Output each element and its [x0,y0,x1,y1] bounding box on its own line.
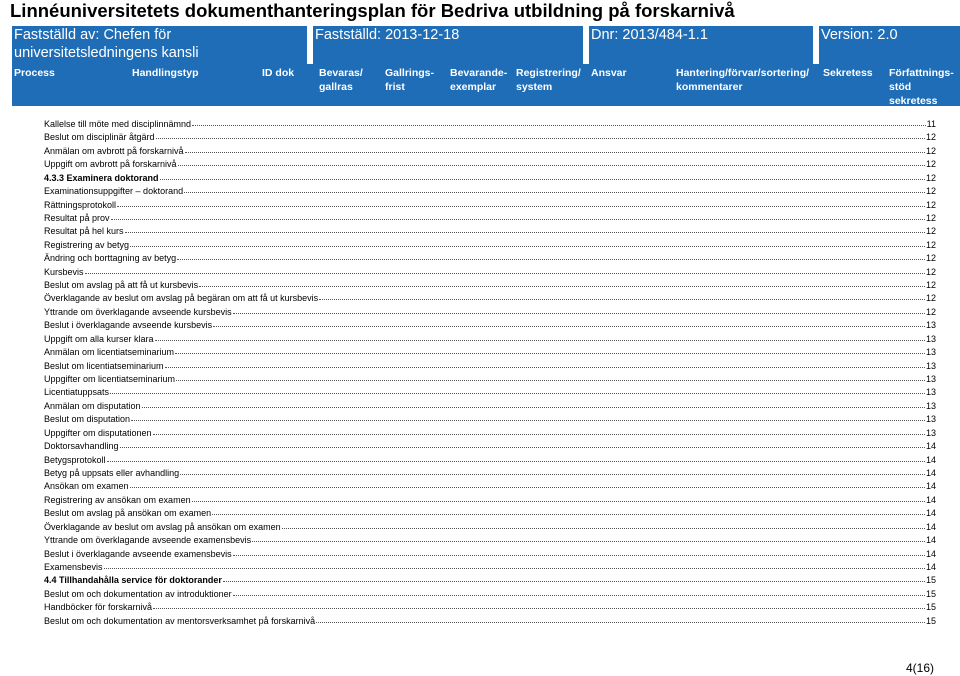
toc-entry[interactable] [44,130,936,143]
toc-dot-leader [120,438,925,448]
toc-dot-leader [233,586,925,596]
column-header-keep: Bevaras/ gallras [319,67,363,93]
toc-entry-page: 12 [925,199,936,210]
column-header-registration: Registrering/ system [516,67,581,93]
toc-dot-leader [153,599,925,609]
toc-entry-title: Rättningsprotokoll [44,199,117,210]
toc-entry[interactable] [44,211,936,224]
toc-entry-page: 12 [925,253,936,264]
toc-dot-leader [156,129,925,139]
toc-entry[interactable] [44,573,936,586]
toc-entry[interactable] [44,587,936,600]
toc-entry[interactable] [44,466,936,479]
toc-entry-page: 15 [925,588,936,599]
toc-entry[interactable] [44,547,936,560]
toc-entry-title: Beslut om och dokumentation av mentorsverksamhet på forskarnivå [44,615,316,626]
toc-entry[interactable] [44,493,936,506]
toc-entry-page: 12 [925,172,936,183]
toc-dot-leader [282,519,925,529]
toc-entry[interactable] [44,385,936,398]
toc-dot-leader [104,559,925,569]
toc-entry[interactable] [44,305,936,318]
approved-date-text: Fastställd: 2013-12-18 [315,27,460,43]
toc-entry-page: 12 [925,280,936,291]
toc-dot-leader [199,277,925,287]
toc-entry[interactable] [44,479,936,492]
toc-entry[interactable] [44,238,936,251]
toc-dot-leader [165,358,925,368]
toc-entry[interactable] [44,520,936,533]
toc-entry[interactable] [44,144,936,157]
toc-dot-leader [110,384,925,394]
toc-dot-leader [155,331,925,341]
toc-dot-leader [192,116,926,126]
toc-entry-page: 12 [925,145,936,156]
toc-entry-title: Uppgifter om licentiatseminarium [44,374,176,385]
column-header-weeding: Gallrings- frist [385,67,435,93]
toc-entry-title: Betygsprotokoll [44,454,106,465]
toc-entry-title: Anmälan om disputation [44,400,141,411]
toc-entry-page: 14 [925,508,936,519]
toc-dot-leader [178,156,925,166]
toc-entry-page: 12 [925,159,936,170]
toc-entry-title: Uppgift om alla kurser klara [44,333,154,344]
toc-entry-title: Kursbevis [44,266,84,277]
toc-entry-title: Registrering av betyg [44,239,130,250]
toc-dot-leader [130,237,925,247]
toc-entry-title: Examensbevis [44,561,103,572]
toc-entry[interactable] [44,332,936,345]
toc-entry[interactable] [44,412,936,425]
toc-entry-page: 13 [925,427,936,438]
toc-entry-title: Registrering av ansökan om examen [44,494,191,505]
toc-dot-leader [125,223,925,233]
toc-entry[interactable] [44,533,936,546]
toc-dot-leader [180,465,925,475]
toc-entry[interactable] [44,265,936,278]
version-text: Version: 2.0 [821,27,898,43]
toc-dot-leader [212,505,925,515]
approved-date-cell [313,26,583,64]
toc-entry-title: Överklagande av beslut om avslag på ansökan om examen [44,521,281,532]
toc-entry-title: Beslut om disciplinär åtgärd [44,132,155,143]
toc-entry-title: Examinationsuppgifter – doktorand [44,186,184,197]
toc-dot-leader [233,546,925,556]
toc-entry-title: Anmälan om avbrott på forskarnivå [44,145,184,156]
toc-entry-page: 13 [925,400,936,411]
column-header-secrecy: Sekretess [823,67,873,79]
column-header-doc-id: ID dok [262,67,295,79]
toc-dot-leader [107,452,925,462]
toc-entry[interactable] [44,224,936,237]
toc-entry-page: 15 [925,602,936,613]
toc-entry-title: Uppgifter om disputationen [44,427,152,438]
column-header-statute: Författnings- stöd sekretess [889,67,954,107]
toc-entry-title: Betyg på uppsats eller avhandling [44,467,180,478]
toc-dot-leader [130,478,925,488]
toc-entry-page: 13 [925,360,936,371]
toc-entry-page: 14 [925,454,936,465]
toc-entry[interactable] [44,426,936,439]
toc-entry-page: 12 [925,266,936,277]
toc-entry[interactable] [44,198,936,211]
column-header-copy: Bevarande- exemplar [450,67,508,93]
toc-entry-title: Beslut om avslag på ansökan om examen [44,508,212,519]
toc-entry-page: 12 [925,239,936,250]
toc-entry-title: Yttrande om överklagande avseende examensbevis [44,535,252,546]
toc-entry-page: 14 [925,521,936,532]
toc-entry-page: 12 [925,132,936,143]
toc-entry-page: 13 [925,414,936,425]
toc-dot-leader [223,572,925,582]
toc-dot-leader [213,317,925,327]
toc-entry-page: 12 [925,306,936,317]
toc-entry-title: Beslut om och dokumentation av introduktioner [44,588,232,599]
toc-entry[interactable] [44,614,936,627]
toc-entry-title: Ansökan om examen [44,481,129,492]
toc-entry[interactable] [44,345,936,358]
toc-entry[interactable] [44,600,936,613]
toc-entry-page: 14 [925,481,936,492]
toc-entry-page: 15 [925,575,936,586]
registration-number-text: Dnr: 2013/484-1.1 [591,27,708,43]
toc-dot-leader [117,197,925,207]
toc-entry-title: Doktorsavhandling [44,441,119,452]
toc-entry-title: Överklagande av beslut om avslag på begäran om att få ut kursbevis [44,293,319,304]
toc-dot-leader [160,170,925,180]
toc-dot-leader [185,143,925,153]
toc-entry[interactable] [44,117,936,130]
toc-entry-page: 13 [925,387,936,398]
toc-entry-title: Licentiatuppsats [44,387,110,398]
toc-entry-page: 11 [926,119,936,129]
toc-dot-leader [316,613,925,623]
toc-entry-page: 14 [925,441,936,452]
toc-dot-leader [175,344,925,354]
toc-dot-leader [85,264,925,274]
toc-entry-page: 12 [925,226,936,237]
toc-entry-page: 15 [925,615,936,626]
registration-number-cell [589,26,813,64]
toc-entry-title: Beslut i överklagande avseende examensbevis [44,548,232,559]
page-number: 4(16) [906,661,935,675]
toc-entry[interactable] [44,318,936,331]
toc-entry-page: 13 [925,320,936,331]
toc-entry[interactable] [44,372,936,385]
toc-entry-title: Yttrande om överklagande avseende kursbevis [44,306,232,317]
toc-entry[interactable] [44,560,936,573]
toc-entry[interactable] [44,278,936,291]
toc-entry-title: Ändring och borttagning av betyg [44,253,177,264]
toc-entry-title: Beslut om avslag på att få ut kursbevis [44,280,199,291]
document-title: Linnéuniversitetets dokumenthanteringsplan för Bedriva utbildning på forskarnivå [10,0,735,21]
version-cell [819,26,960,64]
column-header-responsible: Ansvar [591,67,627,79]
toc-entry-title: Beslut om licentiatseminarium [44,360,164,371]
toc-entry-title: Resultat på hel kurs [44,226,124,237]
toc-entry[interactable] [44,359,936,372]
toc-dot-leader [176,371,925,381]
toc-dot-leader [319,290,925,300]
toc-entry[interactable] [44,453,936,466]
toc-dot-leader [233,304,925,314]
toc-dot-leader [131,411,925,421]
toc-entry[interactable] [44,171,936,184]
column-header-handling: Hantering/förvar/sortering/ kommentarer [676,67,810,93]
toc-dot-leader [153,425,925,435]
toc-entry[interactable] [44,506,936,519]
toc-entry[interactable] [44,157,936,170]
toc-entry-title: Anmälan om licentiatseminarium [44,347,175,358]
toc-entry-page: 14 [925,535,936,546]
column-header-process: Process [14,67,55,79]
toc-entry-title: Resultat på prov [44,212,110,223]
toc-dot-leader [177,250,925,260]
toc-entry[interactable] [44,439,936,452]
toc-entry-page: 14 [925,494,936,505]
toc-entry[interactable] [44,184,936,197]
toc-entry-page: 13 [925,347,936,358]
approved-by-text: Fastställd av: Chefen för universitetsledningens kansli [14,27,199,61]
approved-by-cell [12,26,307,64]
toc-entry-title: Kallelse till möte med disciplinnämnd [44,119,192,129]
toc-entry-page: 12 [925,212,936,223]
toc-entry-title: Beslut om disputation [44,414,131,425]
toc-entry-page: 13 [925,333,936,344]
toc-entry-title: 4.4 Tillhandahålla service för doktorander [44,575,222,586]
toc-entry-title: Uppgift om avbrott på forskarnivå [44,159,177,170]
toc-entry-page: 12 [925,186,936,197]
toc-entry-page: 14 [925,467,936,478]
toc-dot-leader [184,183,925,193]
table-of-contents [44,117,936,627]
toc-entry-title: Handböcker för forskarnivå [44,602,153,613]
toc-entry[interactable] [44,251,936,264]
toc-dot-leader [111,210,925,220]
toc-entry-page: 13 [925,374,936,385]
toc-dot-leader [192,492,925,502]
toc-entry-title: 4.3.3 Examinera doktorand [44,172,159,183]
toc-dot-leader [142,398,925,408]
toc-dot-leader [252,532,925,542]
toc-entry-page: 12 [925,293,936,304]
toc-entry[interactable] [44,399,936,412]
toc-entry-title: Beslut i överklagande avseende kursbevis [44,320,213,331]
toc-entry[interactable] [44,291,936,304]
column-header-doc-type: Handlingstyp [132,67,199,79]
toc-entry-page: 14 [925,561,936,572]
toc-entry-page: 14 [925,548,936,559]
